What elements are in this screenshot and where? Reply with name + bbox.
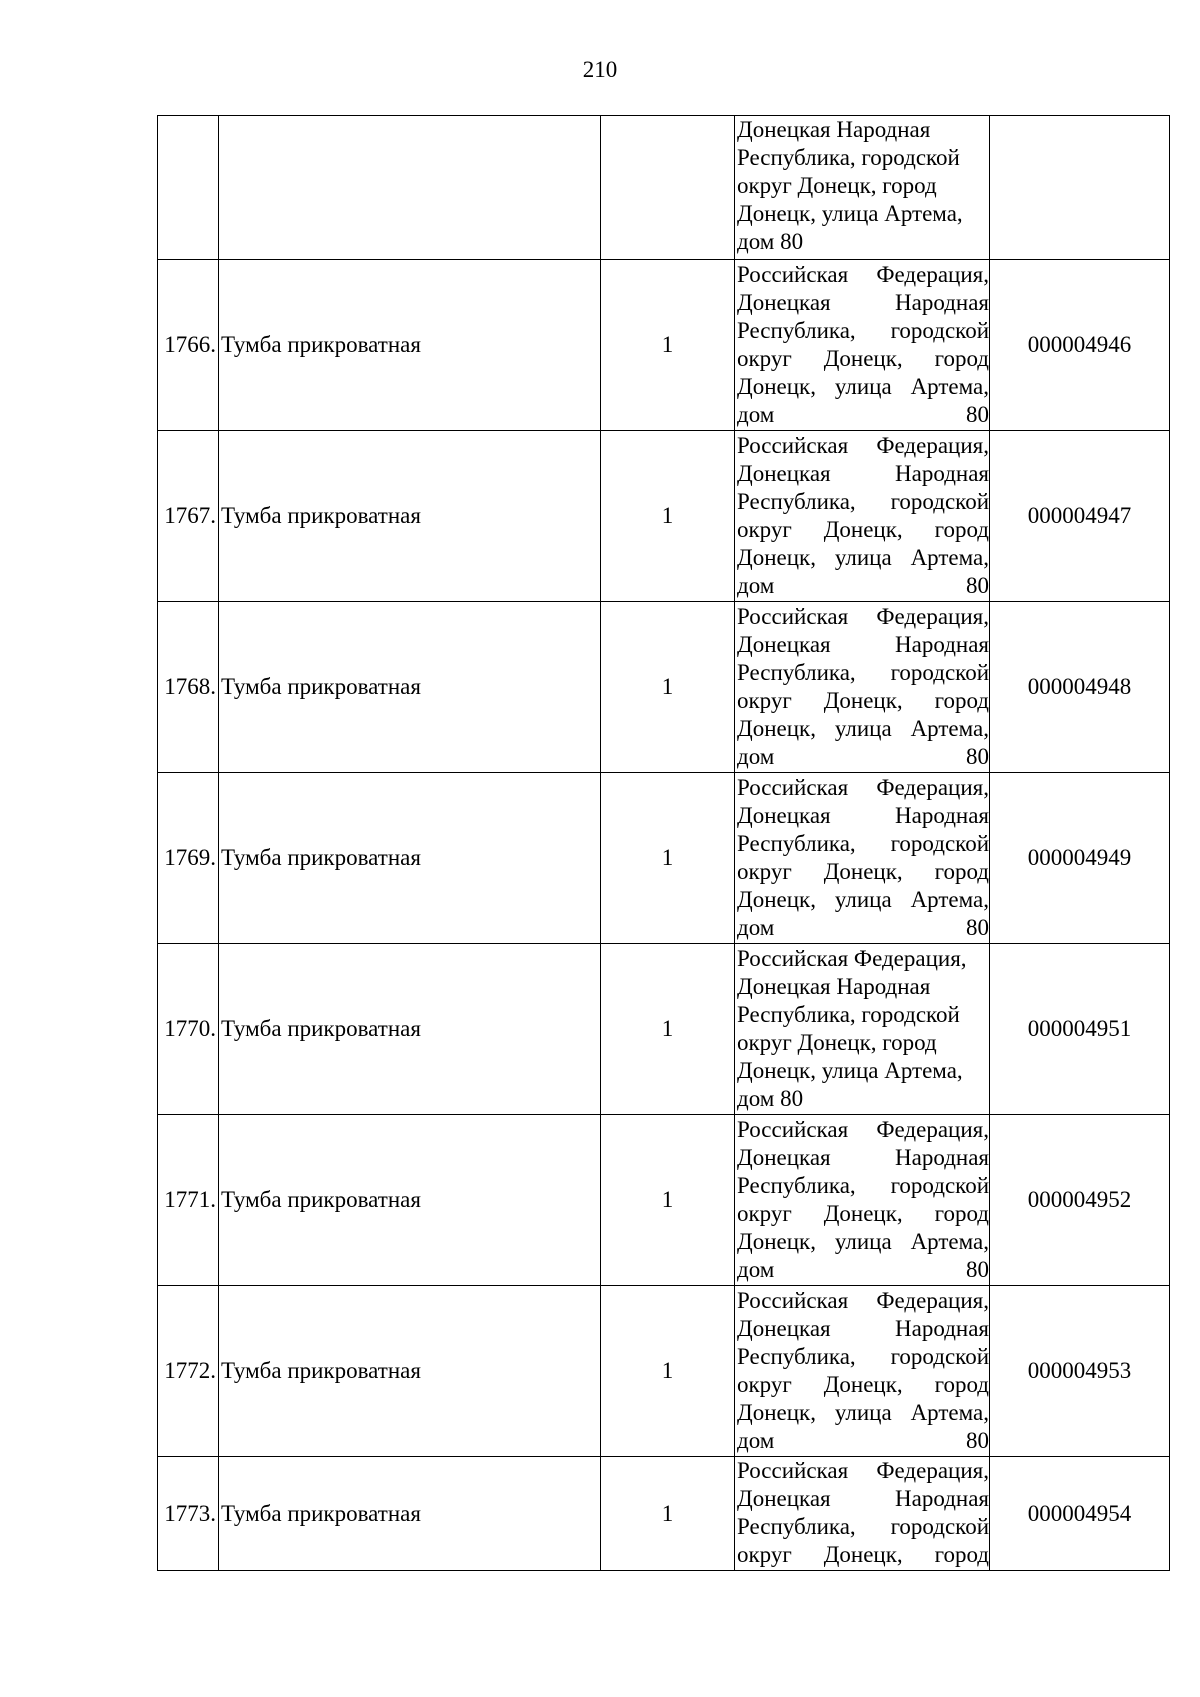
address-line: Российская Федерация, (737, 946, 967, 971)
inventory-code-cell: 000004954 (990, 1457, 1170, 1571)
address-line: Донецк, улица Артема, (737, 374, 989, 399)
address-line: Республика, городской (737, 1173, 989, 1198)
quantity-cell: 1 (601, 431, 735, 602)
inventory-code-cell: 000004947 (990, 431, 1170, 602)
row-number-cell (158, 116, 219, 260)
address-cell (735, 431, 990, 602)
address-line: Донецкая Народная (737, 290, 989, 315)
address-line: Российская Федерация, (737, 1117, 989, 1142)
table-row (158, 1286, 1170, 1457)
address-line: Республика, городской (737, 145, 960, 170)
address-line: Донецкая Народная (737, 1316, 989, 1341)
quantity-cell: 1 (601, 944, 735, 1115)
address-line: дом 80 (737, 573, 989, 598)
address-line: дом 80 (737, 229, 804, 254)
address-cell (735, 116, 990, 260)
address-line: округ Донецк, город (737, 859, 989, 884)
table-row (158, 944, 1170, 1115)
address-line: Российская Федерация, (737, 1458, 989, 1483)
inventory-code-cell: 000004946 (990, 260, 1170, 431)
row-number-cell: 1771. (158, 1115, 219, 1286)
inventory-code-cell: 000004949 (990, 773, 1170, 944)
item-name-cell: Тумба прикроватная (219, 1115, 601, 1286)
item-name-cell: Тумба прикроватная (219, 1286, 601, 1457)
inventory-code-cell (990, 116, 1170, 260)
address-cell (735, 602, 990, 773)
address-line: Донецкая Народная (737, 1486, 989, 1511)
address-cell (735, 260, 990, 431)
address-line: Донецкая Народная (737, 117, 931, 142)
inventory-code-cell: 000004953 (990, 1286, 1170, 1457)
address-line: Донецкая Народная (737, 974, 931, 999)
address-line: Российская Федерация, (737, 433, 989, 458)
address-line: Республика, городской (737, 1002, 960, 1027)
address-line: Республика, городской (737, 318, 989, 343)
item-name-cell: Тумба прикроватная (219, 260, 601, 431)
address-line: Донецкая Народная (737, 803, 989, 828)
address-line: Донецк, улица Артема, (737, 201, 963, 226)
quantity-cell: 1 (601, 773, 735, 944)
address-line: дом 80 (737, 1257, 989, 1282)
table-row (158, 773, 1170, 944)
table-row (158, 431, 1170, 602)
address-line: дом 80 (737, 1428, 989, 1453)
address-line: дом 80 (737, 402, 989, 427)
row-number-cell: 1773. (158, 1457, 219, 1571)
quantity-cell: 1 (601, 1286, 735, 1457)
inventory-table (157, 115, 1170, 1571)
address-line: Республика, городской (737, 831, 989, 856)
table-row (158, 1457, 1170, 1571)
address-line: Донецкая Народная (737, 632, 989, 657)
address-line: округ Донецк, город (737, 173, 937, 198)
row-number-cell: 1768. (158, 602, 219, 773)
table-row (158, 1115, 1170, 1286)
address-line: Донецк, улица Артема, (737, 1058, 963, 1083)
row-number-cell: 1767. (158, 431, 219, 602)
address-line: Российская Федерация, (737, 604, 989, 629)
row-number-cell: 1769. (158, 773, 219, 944)
address-line: Российская Федерация, (737, 1288, 989, 1313)
address-line: Республика, городской (737, 1344, 989, 1369)
address-line: Республика, городской (737, 489, 989, 514)
address-line: Российская Федерация, (737, 262, 989, 287)
item-name-cell: Тумба прикроватная (219, 602, 601, 773)
row-number-cell: 1772. (158, 1286, 219, 1457)
address-line: дом 80 (737, 1086, 804, 1111)
address-cell (735, 1286, 990, 1457)
table-row (158, 602, 1170, 773)
table-row (158, 260, 1170, 431)
address-line: Донецк, улица Артема, (737, 545, 989, 570)
address-line: Республика, городской (737, 1514, 989, 1539)
item-name-cell: Тумба прикроватная (219, 1457, 601, 1571)
page-number: 210 (582, 57, 618, 82)
inventory-code-cell: 000004948 (990, 602, 1170, 773)
address-cell (735, 773, 990, 944)
row-number-cell: 1766. (158, 260, 219, 431)
address-line: дом 80 (737, 744, 989, 769)
address-line: Донецк, улица Артема, (737, 716, 989, 741)
address-cell (735, 1457, 990, 1571)
table-body (158, 116, 1170, 1571)
row-number-cell: 1770. (158, 944, 219, 1115)
address-line: Донецкая Народная (737, 1145, 989, 1170)
quantity-cell: 1 (601, 260, 735, 431)
address-line: округ Донецк, город (737, 1030, 937, 1055)
inventory-code-cell: 000004951 (990, 944, 1170, 1115)
address-line: округ Донецк, город (737, 688, 989, 713)
inventory-code-cell: 000004952 (990, 1115, 1170, 1286)
item-name-cell (219, 116, 601, 260)
table-row (158, 116, 1170, 260)
address-line: Донецк, улица Артема, (737, 1229, 989, 1254)
item-name-cell: Тумба прикроватная (219, 431, 601, 602)
address-line: округ Донецк, город (737, 517, 989, 542)
address-line: Российская Федерация, (737, 775, 989, 800)
address-line: округ Донецк, город (737, 346, 989, 371)
item-name-cell: Тумба прикроватная (219, 773, 601, 944)
quantity-cell: 1 (601, 1115, 735, 1286)
address-line: Донецк, улица Артема, (737, 1400, 989, 1425)
item-name-cell: Тумба прикроватная (219, 944, 601, 1115)
address-line: округ Донецк, город (737, 1201, 989, 1226)
quantity-cell: 1 (601, 602, 735, 773)
address-line: округ Донецк, город (737, 1372, 989, 1397)
address-line: Донецкая Народная (737, 461, 989, 486)
address-line: Донецк, улица Артема, (737, 887, 989, 912)
address-cell (735, 1115, 990, 1286)
address-line: округ Донецк, город (737, 1542, 989, 1567)
address-line: дом 80 (737, 915, 989, 940)
address-cell (735, 944, 990, 1115)
address-line: Республика, городской (737, 660, 989, 685)
quantity-cell: 1 (601, 1457, 735, 1571)
quantity-cell (601, 116, 735, 260)
